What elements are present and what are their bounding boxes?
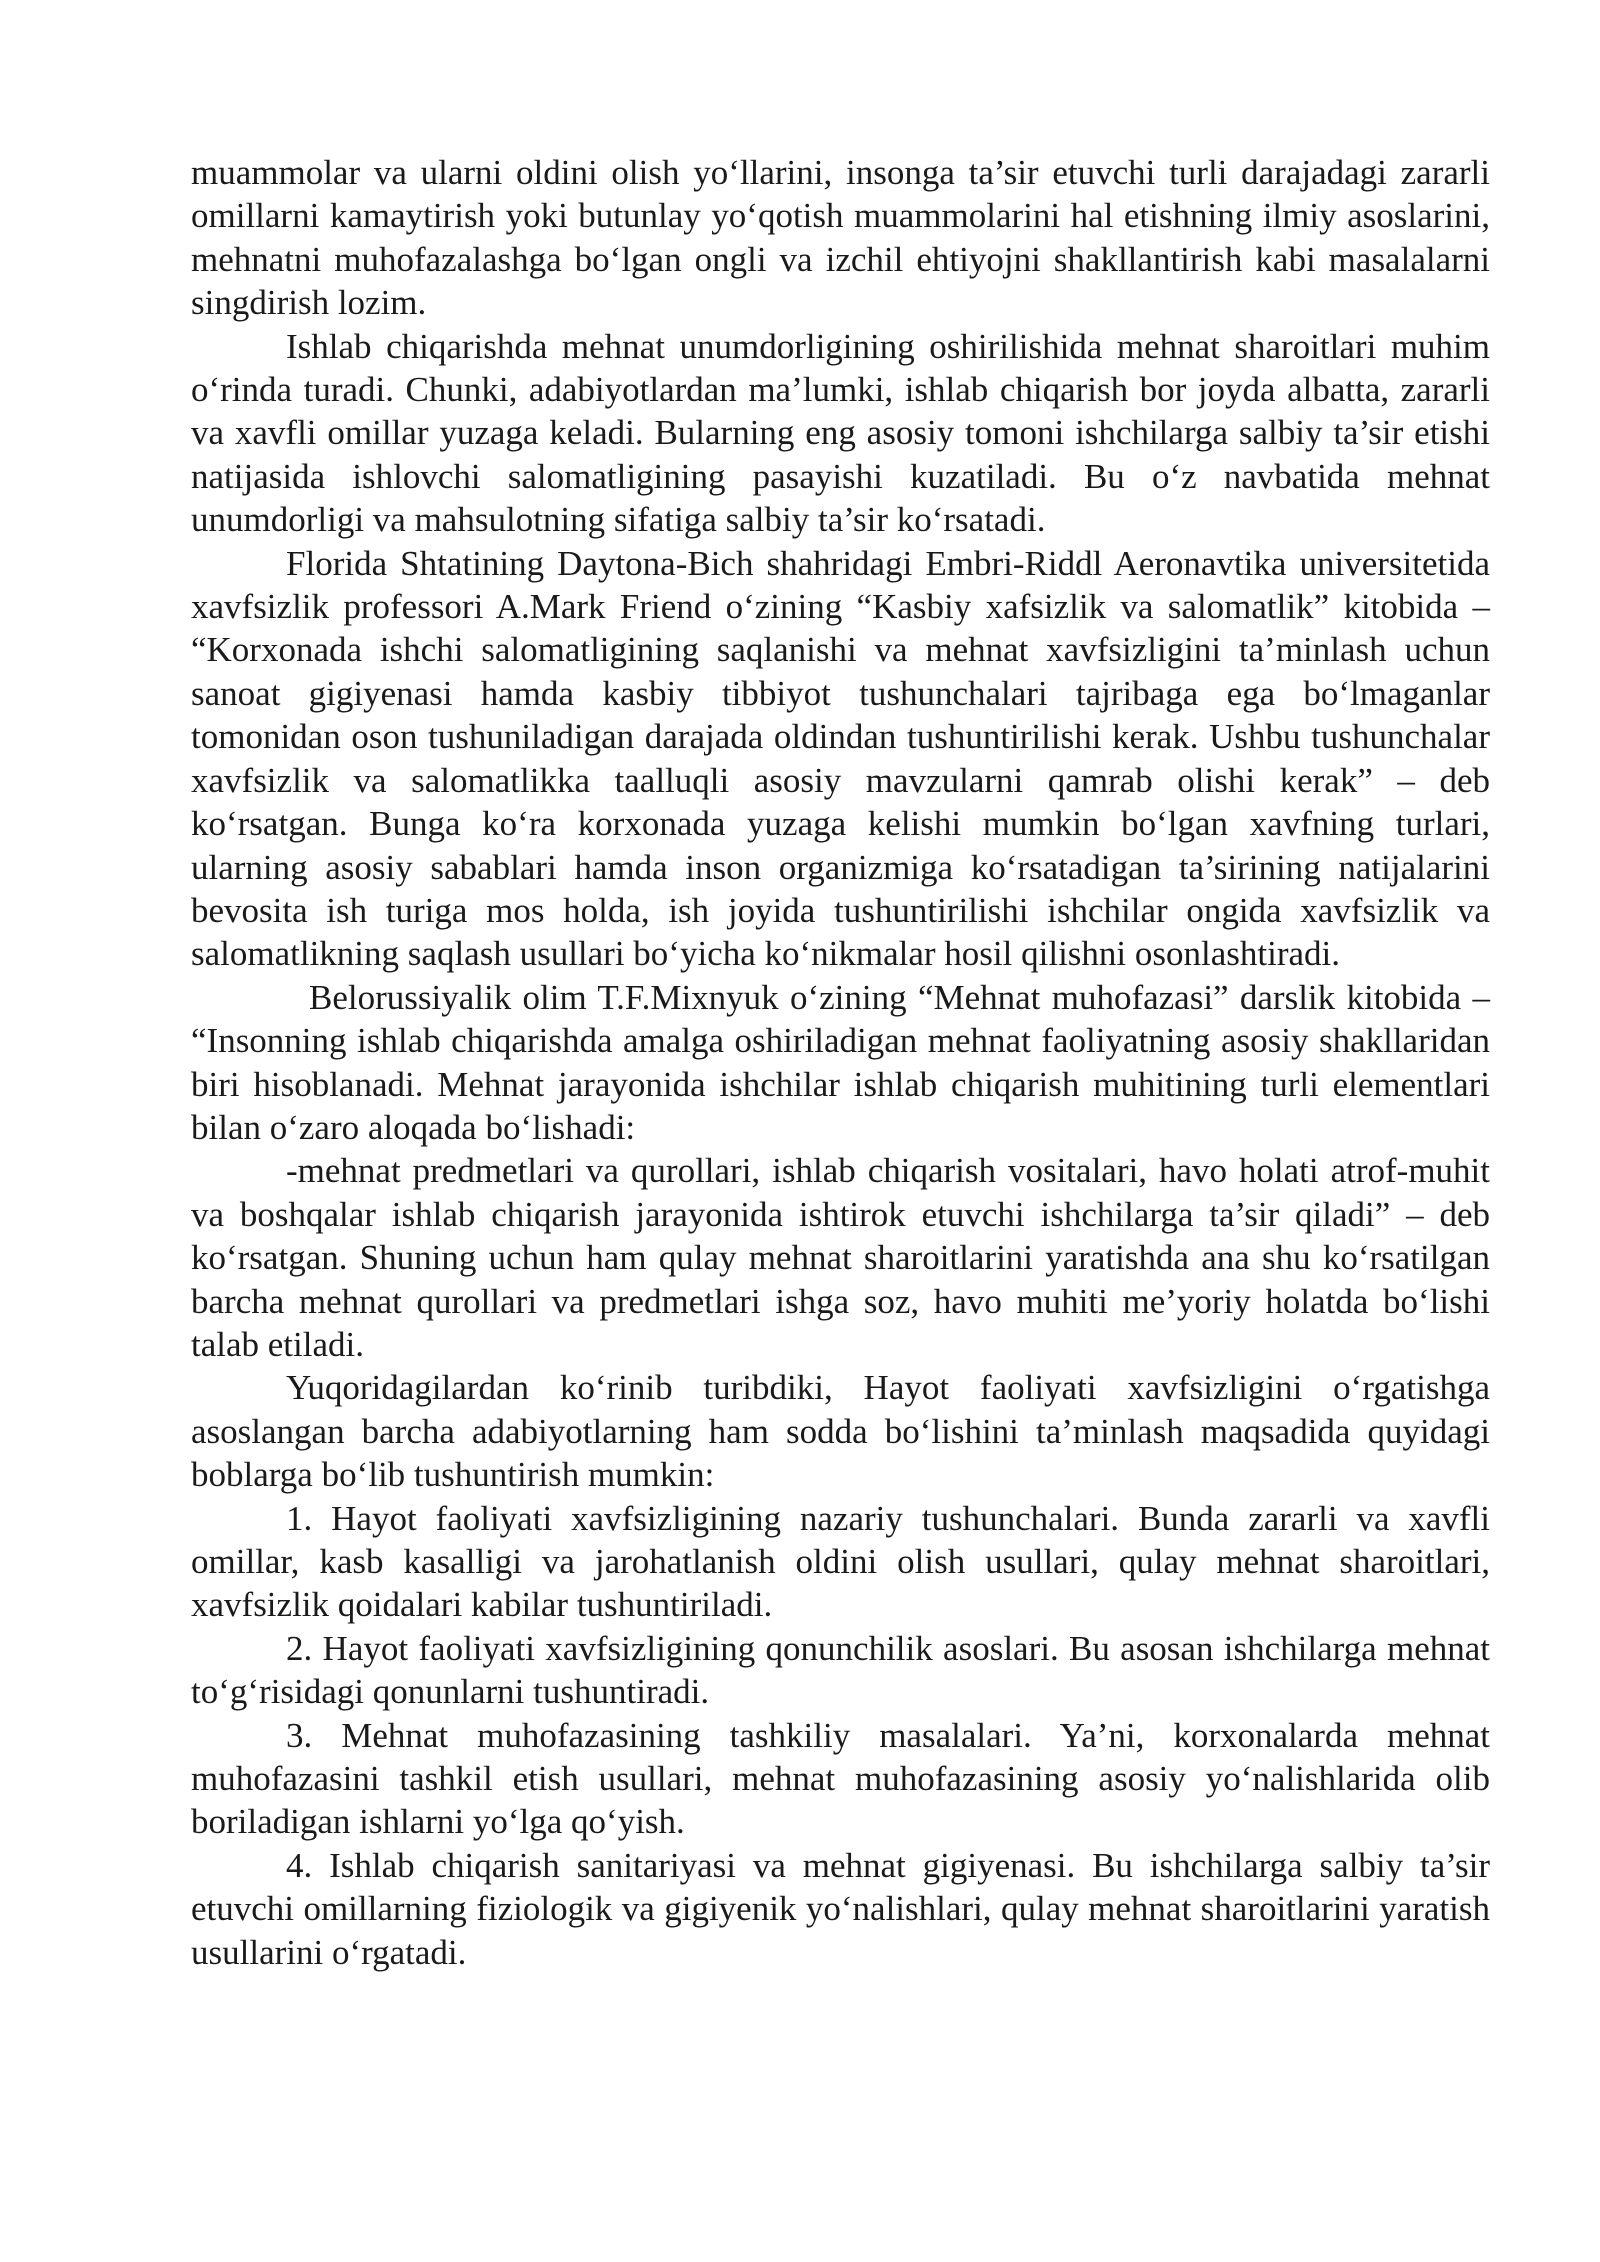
paragraph-mixnyuk: Belorussiyalik olim T.F.Mixnyuk o‘zining “Mehnat muhofazasi” darslik kitobida – “Insonning ishlab chiqarishda amalga oshiriladigan mehnat faoliyatning asosiy shakllaridan biri hisoblanadi. Mehnat jarayonida ishchilar ishlab chiqarish muhitining turli elementlari bilan o‘zaro aloqada bo‘lishadi:	[191, 977, 1490, 1147]
list-item-1: 1. Hayot faoliyati xavfsizligining nazariy tushunchalari. Bunda zararli va xavfli omillar, kasb kasalligi va jarohatlanish oldini olish usullari, qulay mehnat sharoitlari, xavfsizlik qoidalari kabilar tushuntiriladi.	[191, 1498, 1490, 1625]
list-item-3: 3. Mehnat muhofazasining tashkiliy masalalari. Ya’ni, korxonalarda mehnat muhofazasini tashkil etish usullari, mehnat muhofazasining asosiy yo‘nalishlarida olib boriladigan ishlarni yo‘lga qo‘yish.	[191, 1715, 1490, 1842]
list-item-2: 2. Hayot faoliyati xavfsizligining qonunchilik asoslari. Bu asosan ishchilarga mehnat to‘g‘risidagi qonunlarni tushuntiradi.	[191, 1628, 1490, 1712]
list-item-4: 4. Ishlab chiqarish sanitariyasi va mehnat gigiyenasi. Bu ishchilarga salbiy ta’sir etuvchi omillarning fiziologik va gigiyenik yo‘nalishlari, qulay mehnat sharoitlarini yaratish usullarini o‘rgatadi.	[191, 1845, 1490, 1972]
document-page	[191, 151, 1490, 1974]
paragraph-working-conditions: Ishlab chiqarishda mehnat unumdorligining oshirilishida mehnat sharoitlari muhim o‘rinda turadi. Chunki, adabiyotlardan ma’lumki, ishlab chiqarish bor joyda albatta, zararli va xavfli omillar yuzaga keladi. Bularning eng asosiy tomoni ishchilarga salbiy ta’sir etishi natijasida ishlovchi salomatligining pasayishi kuzatiladi. Bu o‘z navbatida mehnat unumdorligi va mahsulotning sifatiga salbiy ta’sir ko‘rsatadi.	[191, 326, 1490, 540]
paragraph-summary: Yuqoridagilardan ko‘rinib turibdiki, Hayot faoliyati xavfsizligini o‘rgatishga asoslangan barcha adabiyotlarning ham sodda bo‘lishini ta’minlash maqsadida quyidagi boblarga bo‘lib tushuntirish mumkin:	[191, 1368, 1490, 1495]
paragraph-mark-friend: Florida Shtatining Daytona-Bich shahridagi Embri-Riddl Aeronavtika universitetida xavfsizlik professori A.Mark Friend o‘zining “Kasbiy xafsizlik va salomatlik” kitobida – “Korxonada ishchi salomatligining saqlanishi va mehnat xavfsizligini ta’minlash uchun sanoat gigiyenasi hamda kasbiy tibbiyot tushunchalari tajribaga ega bo‘lmaganlar tomonidan oson tushuniladigan darajada oldindan tushuntirilishi kerak. Ushbu tushunchalar xavfsizlik va salomatlikka taalluqli asosiy mavzularni qamrab olishi kerak” – deb ko‘rsatgan. Bunga ko‘ra korxonada yuzaga kelishi mumkin bo‘lgan xavfning turlari, ularning asosiy sabablari hamda inson organizmiga ko‘rsatadigan ta’sirining natijalarini bevosita ish turiga mos holda, ish joyida tushuntirilishi ishchilar ongida xavfsizlik va salomatlikning saqlash usullari bo‘yicha ko‘nikmalar hosil qilishni osonlashtiradi.	[191, 543, 1490, 974]
paragraph-continuation: muammolar va ularni oldini olish yo‘llarini, insonga ta’sir etuvchi turli darajadagi zararli omillarni kamaytirish yoki butunlay yo‘qotish muammolarini hal etishning ilmiy asoslarini, mehnatni muhofazalashga bo‘lgan ongli va izchil ehtiyojni shakllantirish kabi masalalarni singdirish lozim.	[191, 153, 1490, 323]
paragraph-quote-end: -mehnat predmetlari va qurollari, ishlab chiqarish vositalari, havo holati atrof-muhit va boshqalar ishlab chiqarish jarayonida ishtirok etuvchi ishchilarga ta’sir qiladi” – deb ko‘rsatgan. Shuning uchun ham qulay mehnat sharoitlarini yaratishda ana shu ko‘rsatilgan barcha mehnat qurollari va predmetlari ishga soz, havo muhiti me’yoriy holatda bo‘lishi talab etiladi.	[191, 1151, 1490, 1364]
